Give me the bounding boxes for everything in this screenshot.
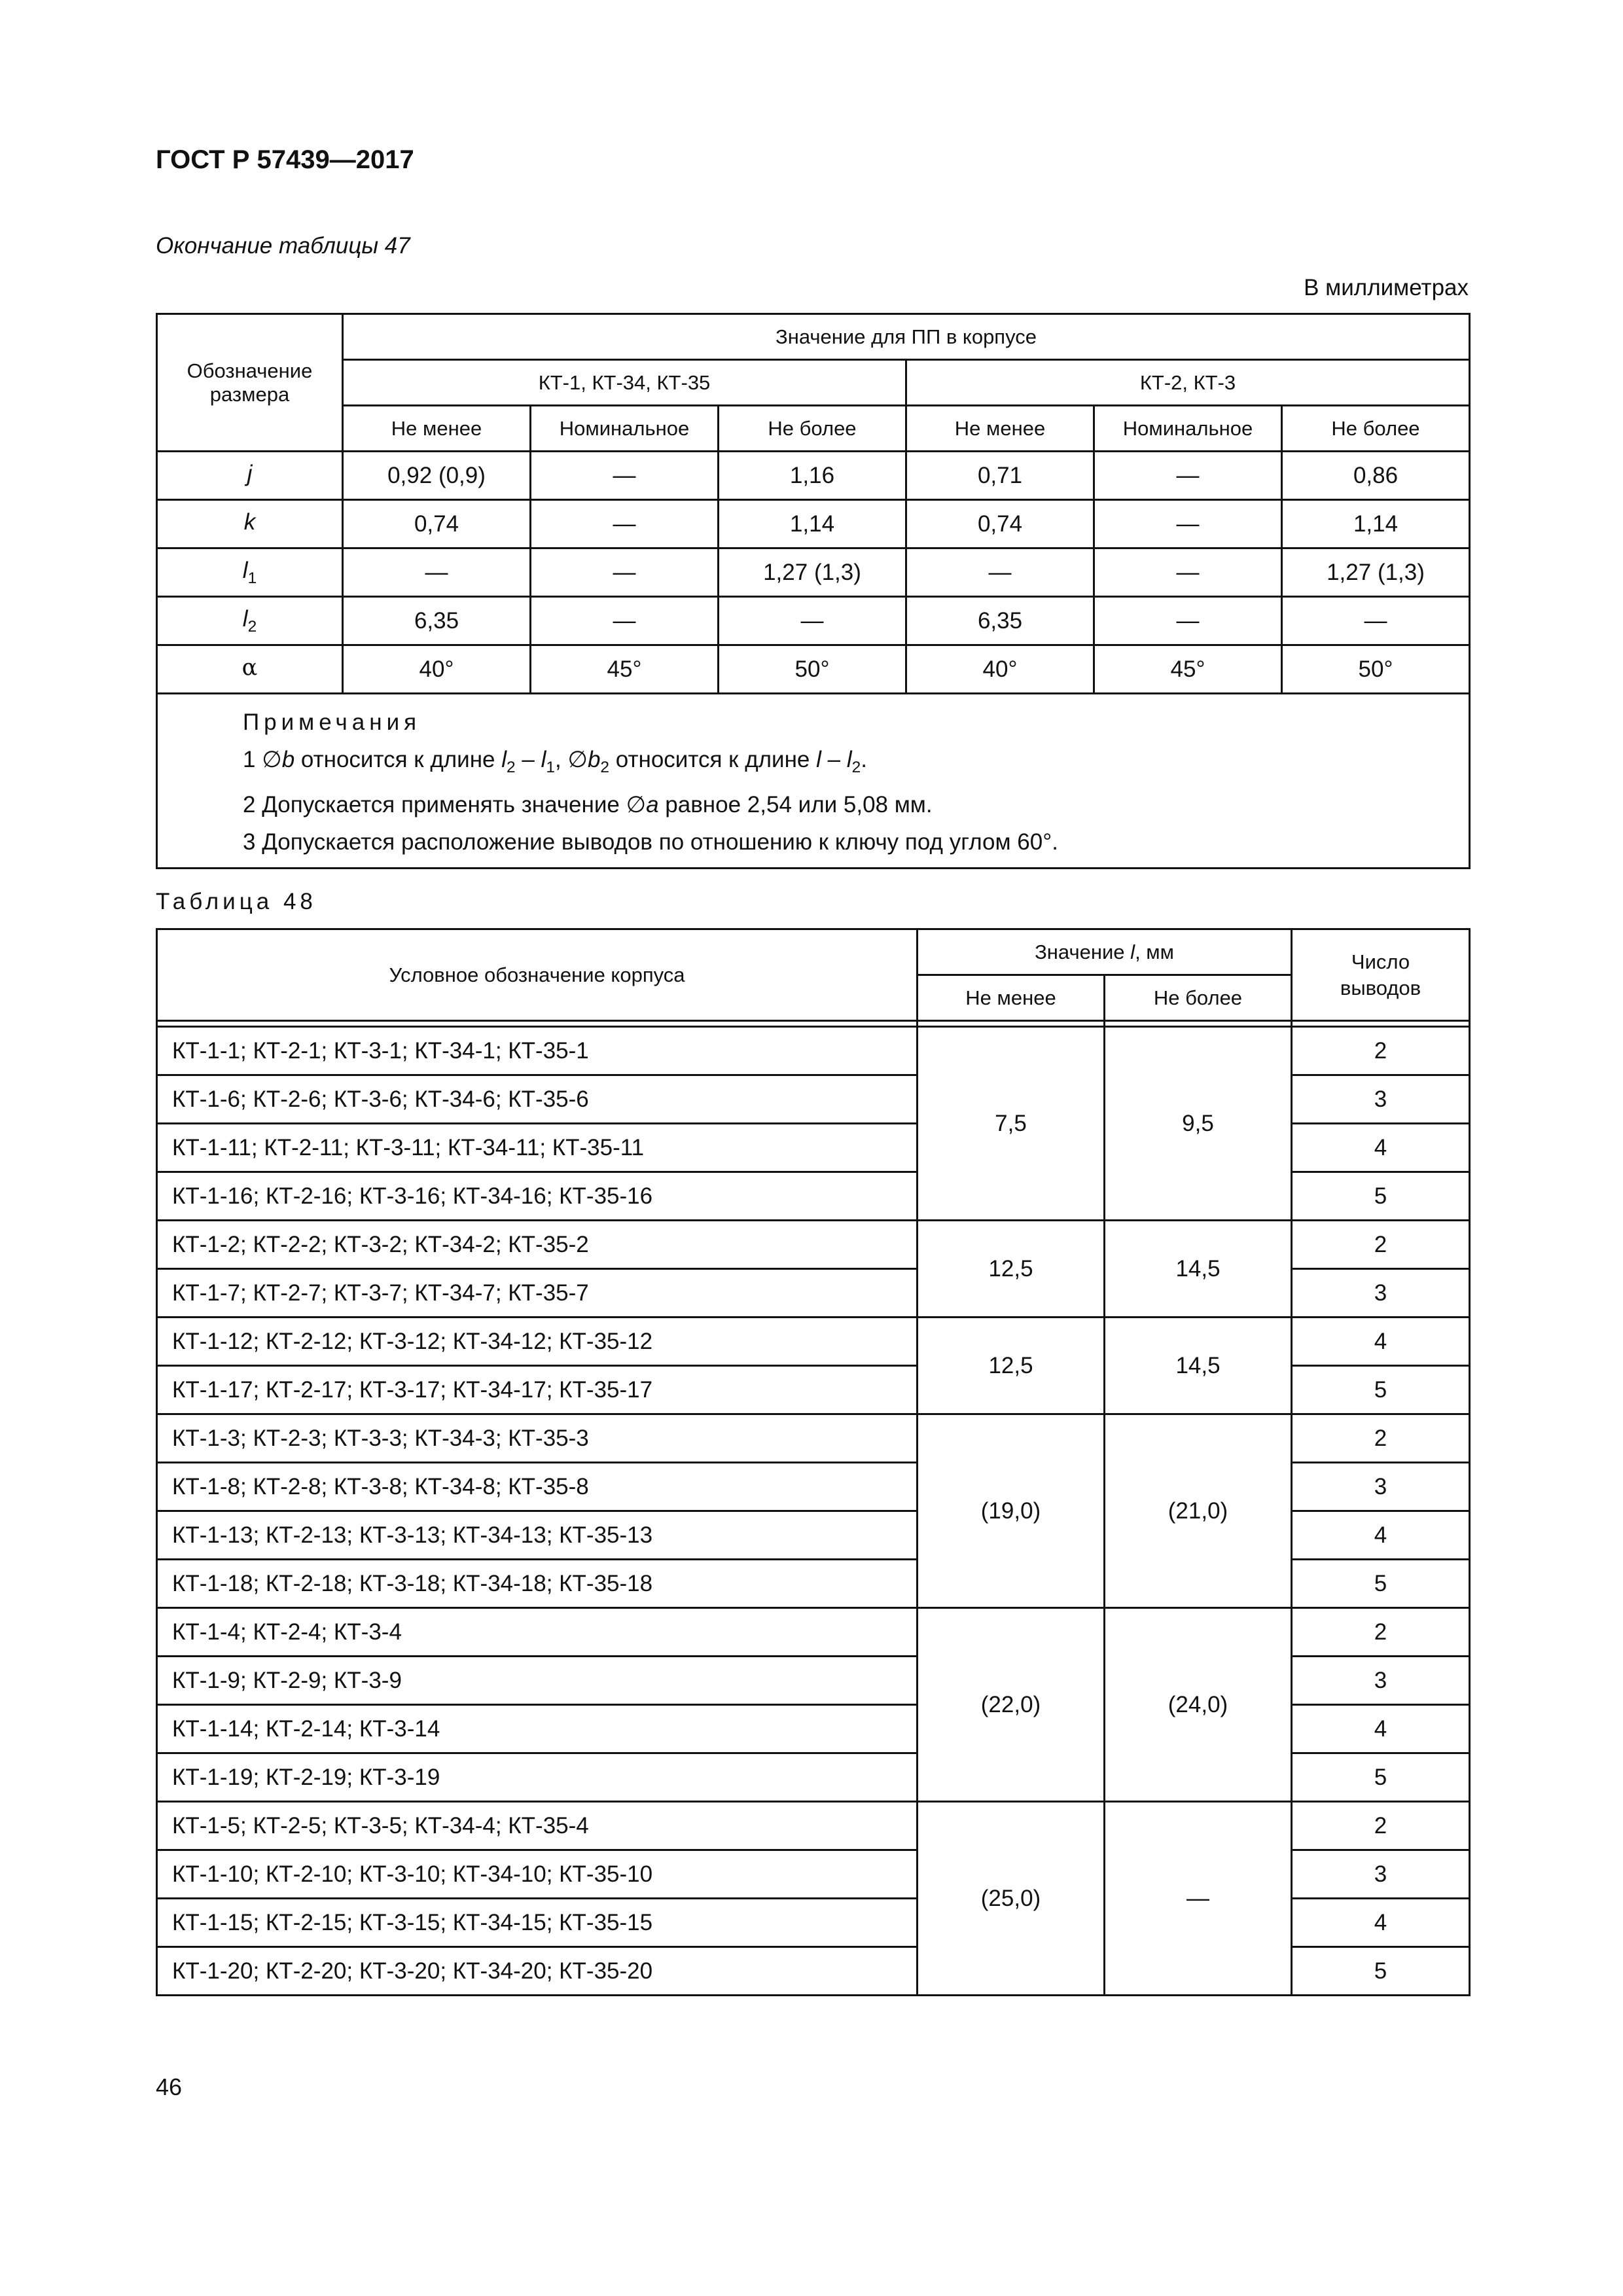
page-number: 46 [156, 2073, 183, 2100]
value-cell: 40° [906, 645, 1094, 694]
value-cell: 1,16 [719, 452, 906, 500]
value-cell: 0,74 [906, 500, 1094, 548]
package-designation: КТ-1-9; КТ-2-9; КТ-3-9 [157, 1657, 918, 1705]
value-cell: 50° [1282, 645, 1470, 694]
note-1: 1 ∅b относится к длине $l_2 - l_1$, $\emptyset b_2$ относится к длине l – $l_2$. [243, 747, 867, 776]
header-pins: Число выводов [1292, 929, 1470, 1021]
package-designation: КТ-1-3; КТ-2-3; КТ-3-3; КТ-34-3; КТ-35-3 [157, 1414, 918, 1463]
value-cell: 0,71 [906, 452, 1094, 500]
size-symbol: $l_2$ [157, 597, 343, 645]
package-designation: КТ-1-20; КТ-2-20; КТ-3-20; КТ-34-20; КТ-35-20 [157, 1947, 918, 1996]
package-designation: КТ-1-16; КТ-2-16; КТ-3-16; КТ-34-16; КТ-35-16 [157, 1172, 918, 1221]
package-designation: КТ-1-12; КТ-2-12; КТ-3-12; КТ-34-12; КТ-35-12 [157, 1318, 918, 1366]
value-cell: — [1094, 597, 1282, 645]
value-cell: — [719, 597, 906, 645]
package-designation: КТ-1-1; КТ-2-1; КТ-3-1; КТ-34-1; КТ-35-1 [157, 1027, 918, 1075]
table-47 [156, 313, 1471, 869]
value-min: 7,5 [918, 1027, 1105, 1221]
value-cell: — [906, 548, 1094, 597]
header-designation: Обозначение размера [157, 314, 343, 452]
pin-count: 3 [1292, 1075, 1470, 1124]
value-cell: — [531, 452, 719, 500]
pin-count: 5 [1292, 1560, 1470, 1608]
document-title: ГОСТ Р 57439—2017 [156, 145, 414, 174]
notes-row [157, 694, 1470, 869]
table-row [157, 500, 1470, 548]
note-2: 2 Допускается применять значение ∅a равное 2,54 или 5,08 мм. [243, 792, 933, 817]
value-cell: — [1282, 597, 1470, 645]
package-designation: КТ-1-4; КТ-2-4; КТ-3-4 [157, 1608, 918, 1657]
value-cell: — [1094, 500, 1282, 548]
header-nominal: Номинальное [1094, 406, 1282, 452]
pin-count: 2 [1292, 1608, 1470, 1657]
value-cell: 1,14 [719, 500, 906, 548]
value-cell: — [531, 597, 719, 645]
package-designation: КТ-1-5; КТ-2-5; КТ-3-5; КТ-34-4; КТ-35-4 [157, 1802, 918, 1850]
pin-count: 2 [1292, 1414, 1470, 1463]
package-designation: КТ-1-14; КТ-2-14; КТ-3-14 [157, 1705, 918, 1753]
pin-count: 4 [1292, 1899, 1470, 1947]
table-row [157, 1318, 1470, 1366]
value-cell: 6,35 [906, 597, 1094, 645]
value-min: (22,0) [918, 1608, 1105, 1802]
units-label: В миллиметрах [1304, 275, 1469, 300]
package-designation: КТ-1-17; КТ-2-17; КТ-3-17; КТ-34-17; КТ-35-17 [157, 1366, 918, 1414]
pin-count: 4 [1292, 1318, 1470, 1366]
pin-count: 5 [1292, 1366, 1470, 1414]
pin-count: 2 [1292, 1802, 1470, 1850]
table-row [157, 548, 1470, 597]
header-min: Не менее [343, 406, 531, 452]
value-min: (19,0) [918, 1414, 1105, 1608]
pin-count: 3 [1292, 1850, 1470, 1899]
value-cell: 1,27 (1,3) [719, 548, 906, 597]
package-designation: КТ-1-11; КТ-2-11; КТ-3-11; КТ-34-11; КТ-35-11 [157, 1124, 918, 1172]
table-row [157, 1802, 1470, 1850]
header-min: Не менее [918, 975, 1105, 1021]
value-min: 12,5 [918, 1221, 1105, 1318]
value-max: (24,0) [1105, 1608, 1292, 1802]
header-nominal: Номинальное [531, 406, 719, 452]
value-cell: 0,86 [1282, 452, 1470, 500]
header-value: Значение l, мм [918, 929, 1292, 975]
value-min: 12,5 [918, 1318, 1105, 1414]
package-designation: КТ-1-7; КТ-2-7; КТ-3-7; КТ-34-7; КТ-35-7 [157, 1269, 918, 1318]
value-cell: 40° [343, 645, 531, 694]
pin-count: 5 [1292, 1947, 1470, 1996]
header-max: Не более [1282, 406, 1470, 452]
size-symbol: k [157, 500, 343, 548]
table-48-caption: Таблица 48 [156, 889, 317, 914]
package-designation: КТ-1-2; КТ-2-2; КТ-3-2; КТ-34-2; КТ-35-2 [157, 1221, 918, 1269]
table-row [157, 452, 1470, 500]
header-group-kt1: КТ-1, КТ-34, КТ-35 [343, 360, 906, 406]
value-cell: 50° [719, 645, 906, 694]
table-row [157, 597, 1470, 645]
header-max: Не более [719, 406, 906, 452]
table-row [157, 1027, 1470, 1075]
size-symbol: α [157, 645, 343, 694]
package-designation: КТ-1-19; КТ-2-19; КТ-3-19 [157, 1753, 918, 1802]
size-symbol: $l_1$ [157, 548, 343, 597]
table-row [157, 645, 1470, 694]
pin-count: 4 [1292, 1511, 1470, 1560]
package-designation: КТ-1-10; КТ-2-10; КТ-3-10; КТ-34-10; КТ-35-10 [157, 1850, 918, 1899]
header-max: Не более [1105, 975, 1292, 1021]
pin-count: 4 [1292, 1705, 1470, 1753]
value-cell: — [531, 548, 719, 597]
pin-count: 5 [1292, 1753, 1470, 1802]
value-max: (21,0) [1105, 1414, 1292, 1608]
note-3: 3 Допускается расположение выводов по отношению к ключу под углом 60°. [243, 829, 1058, 855]
value-max: 9,5 [1105, 1027, 1292, 1221]
table-row [157, 1221, 1470, 1269]
value-cell: — [343, 548, 531, 597]
package-designation: КТ-1-15; КТ-2-15; КТ-3-15; КТ-34-15; КТ-35-15 [157, 1899, 918, 1947]
value-min: (25,0) [918, 1802, 1105, 1996]
pin-count: 5 [1292, 1172, 1470, 1221]
pin-count: 2 [1292, 1221, 1470, 1269]
pin-count: 4 [1292, 1124, 1470, 1172]
table-47-caption: Окончание таблицы 47 [156, 233, 410, 259]
header-min: Не менее [906, 406, 1094, 452]
value-cell: — [531, 500, 719, 548]
pin-count: 3 [1292, 1463, 1470, 1511]
header-group-kt2: КТ-2, КТ-3 [906, 360, 1470, 406]
package-designation: КТ-1-8; КТ-2-8; КТ-3-8; КТ-34-8; КТ-35-8 [157, 1463, 918, 1511]
value-max: 14,5 [1105, 1221, 1292, 1318]
pin-count: 2 [1292, 1027, 1470, 1075]
notes-title: Примечания [243, 709, 421, 735]
value-max: 14,5 [1105, 1318, 1292, 1414]
package-designation: КТ-1-13; КТ-2-13; КТ-3-13; КТ-34-13; КТ-35-13 [157, 1511, 918, 1560]
header-designation: Условное обозначение корпуса [157, 929, 918, 1021]
header-value: Значение для ПП в корпусе [343, 314, 1470, 360]
pin-count: 3 [1292, 1657, 1470, 1705]
value-cell: 6,35 [343, 597, 531, 645]
value-cell: 0,92 (0,9) [343, 452, 531, 500]
value-max: — [1105, 1802, 1292, 1996]
package-designation: КТ-1-6; КТ-2-6; КТ-3-6; КТ-34-6; КТ-35-6 [157, 1075, 918, 1124]
notes-cell [157, 694, 1470, 869]
pin-count: 3 [1292, 1269, 1470, 1318]
value-cell: 45° [531, 645, 719, 694]
value-cell: — [1094, 548, 1282, 597]
value-cell: — [1094, 452, 1282, 500]
size-symbol: j [157, 452, 343, 500]
table-48 [156, 928, 1471, 1996]
value-cell: 45° [1094, 645, 1282, 694]
table-row [157, 1414, 1470, 1463]
package-designation: КТ-1-18; КТ-2-18; КТ-3-18; КТ-34-18; КТ-35-18 [157, 1560, 918, 1608]
value-cell: 0,74 [343, 500, 531, 548]
value-cell: 1,14 [1282, 500, 1470, 548]
table-row [157, 1608, 1470, 1657]
value-cell: 1,27 (1,3) [1282, 548, 1470, 597]
